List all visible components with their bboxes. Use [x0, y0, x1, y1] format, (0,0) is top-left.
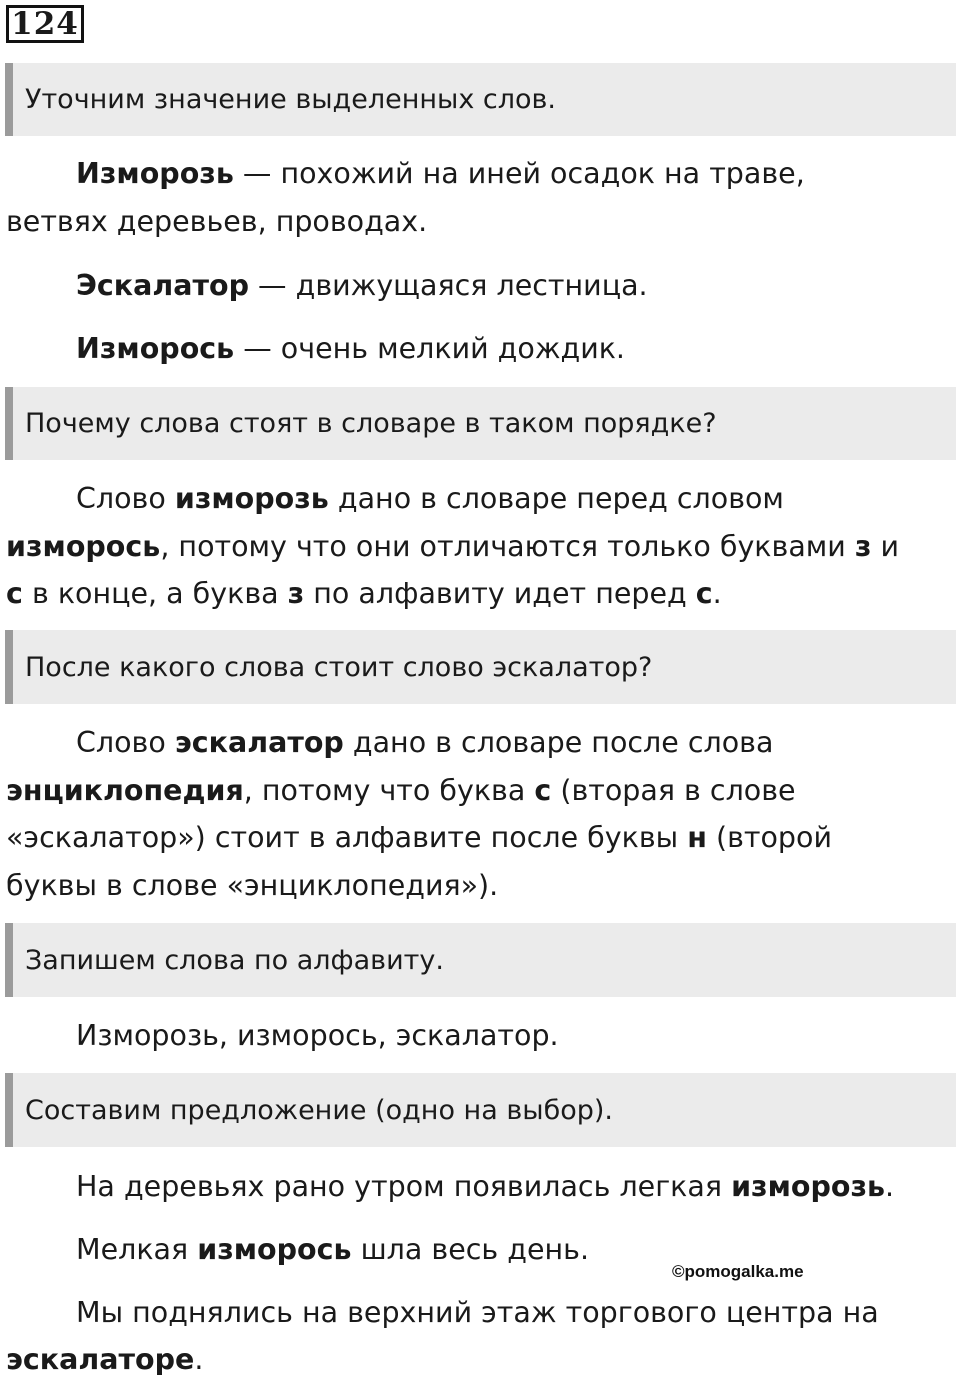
answer-3-line-1: [76, 726, 774, 759]
sentence-3-line-1: [76, 1296, 879, 1329]
bold-word: изморозь: [174, 482, 329, 515]
text: Мы поднялись на верхний этаж торгового центра на: [76, 1296, 879, 1329]
bold-letter: з: [287, 577, 305, 610]
question-text-2: Почему слова стоят в словаре в таком порядке?: [25, 408, 717, 439]
text: по алфавиту идет перед: [304, 577, 696, 610]
sentence-3-line-2: [6, 1343, 204, 1376]
answer-4: [76, 1019, 559, 1052]
bold-word: эскалатор: [174, 726, 344, 759]
text: дано в словаре перед словом: [328, 482, 784, 515]
text: дано в словаре после слова: [343, 726, 774, 759]
answer-3-line-2: [6, 774, 796, 807]
bold-word: изморось: [197, 1233, 352, 1266]
answer-3-line-4: [6, 869, 499, 902]
definition-text: — похожий на иней осадок на траве,: [233, 157, 805, 190]
definition-1-line-2: [6, 205, 428, 238]
definition-text: — движущаяся лестница.: [249, 269, 648, 302]
definition-text: ветвях деревьев, проводах.: [6, 205, 428, 238]
answer-2-line-1: [76, 482, 784, 515]
question-bar-5: [5, 1073, 956, 1147]
bold-word: изморось: [6, 530, 161, 563]
term-eskalator: Эскалатор: [76, 269, 249, 302]
question-text-4: Запишем слова по алфавиту.: [25, 944, 444, 976]
sentence-2: [76, 1233, 590, 1266]
question-bar-3: [5, 630, 956, 704]
bold-word: энциклопедия: [6, 774, 244, 807]
bold-letter: с: [534, 774, 552, 807]
watermark: ©pomogalka.me: [672, 1262, 804, 1281]
bold-word: эскалаторе: [6, 1343, 195, 1376]
definition-1-line-1: [76, 157, 805, 190]
text: буквы в слове «энциклопедия»).: [6, 869, 499, 902]
text: Слово: [76, 482, 175, 515]
definition-2: [76, 269, 648, 302]
definition-3: [76, 332, 625, 365]
question-bar-4: [5, 923, 956, 997]
text: Изморозь, изморось, эскалатор.: [76, 1019, 559, 1052]
text: , потому что они отличаются только буквами: [160, 530, 855, 563]
question-bar-2: [5, 387, 956, 460]
text: .: [194, 1343, 204, 1376]
text: Мелкая: [76, 1233, 198, 1266]
text: в конце, а буква: [22, 577, 288, 610]
question-text-5: Составим предложение (одно на выбор).: [25, 1094, 613, 1126]
answer-2-line-2: [6, 530, 900, 563]
text: Слово: [76, 726, 175, 759]
text: шла весь день.: [351, 1233, 590, 1266]
question-bar-1: [5, 63, 956, 136]
sentence-1: [76, 1170, 895, 1203]
text: , потому что буква: [243, 774, 535, 807]
text: На деревьях рано утром появилась легкая: [76, 1170, 732, 1203]
bold-word: изморозь: [731, 1170, 886, 1203]
text: .: [712, 577, 722, 610]
bold-letter: н: [687, 821, 707, 854]
bold-letter: с: [6, 577, 23, 610]
text: .: [885, 1170, 895, 1203]
text: (второй: [706, 821, 832, 854]
answer-3-line-3: [6, 821, 832, 854]
question-text-1: Уточним значение выделенных слов.: [25, 84, 556, 115]
definition-text: — очень мелкий дождик.: [234, 332, 625, 365]
answer-2-line-3: [6, 577, 722, 610]
bold-letter: з: [854, 530, 872, 563]
text: и: [871, 530, 900, 563]
bold-letter: с: [695, 577, 713, 610]
task-number: 124: [6, 5, 84, 43]
text: (вторая в слове: [551, 774, 796, 807]
question-text-3: После какого слова стоит слово эскалатор?: [25, 651, 653, 683]
term-izmoros: Изморось: [76, 332, 235, 365]
term-izmoroz: Изморозь: [76, 157, 234, 190]
text: «эскалатор») стоит в алфавите после буквы: [6, 821, 688, 854]
